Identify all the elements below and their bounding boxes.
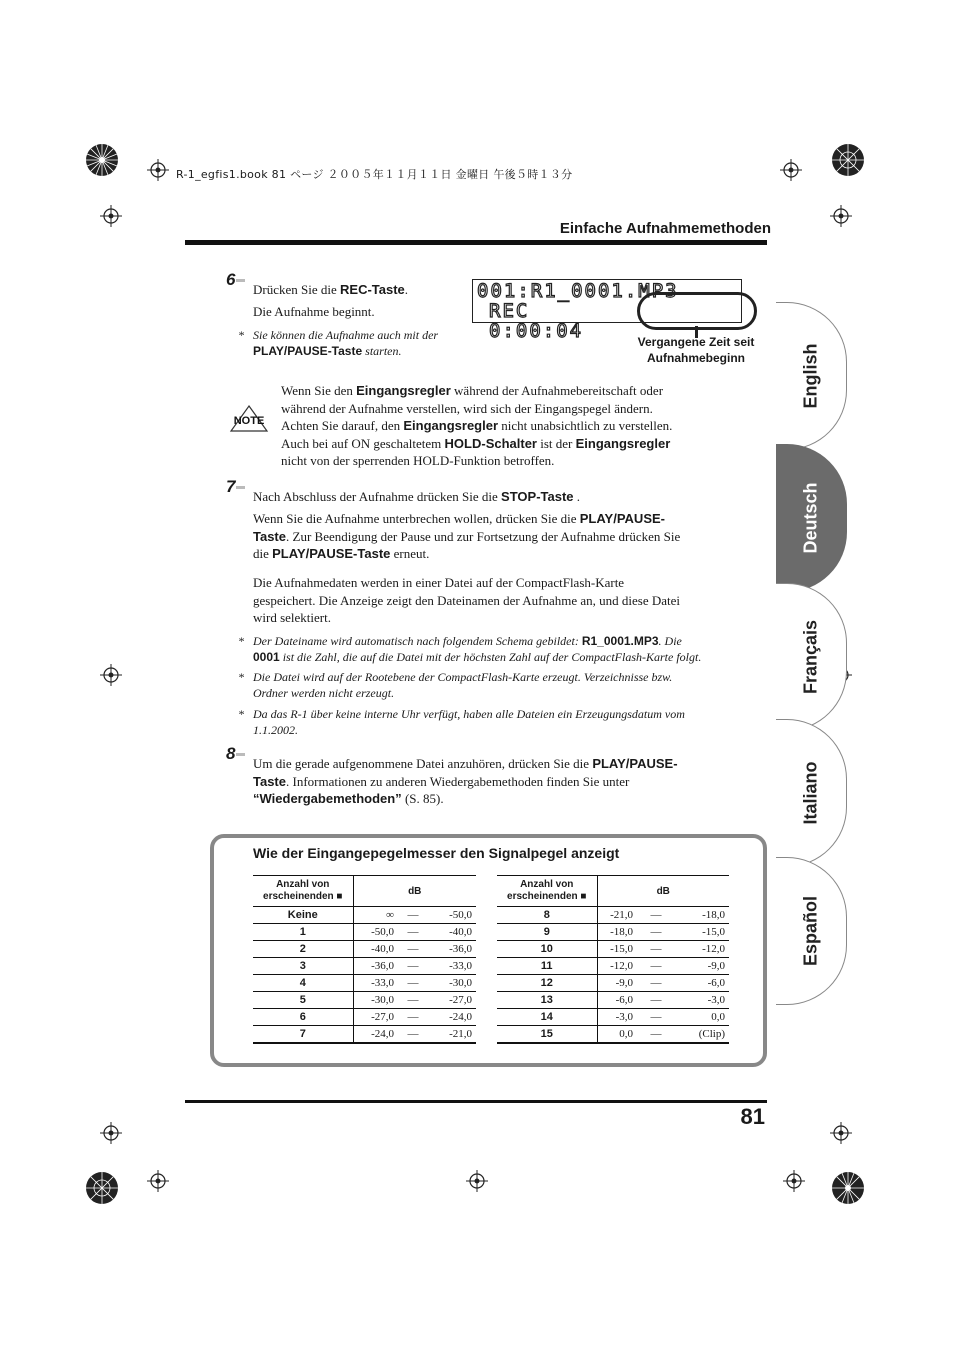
table-row xyxy=(497,958,729,975)
tab-label: Italiano xyxy=(800,761,821,825)
table-row xyxy=(253,907,476,924)
registration-star-icon xyxy=(831,1171,865,1205)
tab-espanol[interactable] xyxy=(776,857,847,1005)
meter-count-cell: 1 xyxy=(253,924,353,941)
crosshair-icon xyxy=(147,159,169,181)
meter-count-cell: 15 xyxy=(497,1026,597,1044)
db-from-cell: -6,0 xyxy=(597,992,637,1009)
note-icon-label: NOTE xyxy=(233,415,265,427)
column-header-count: Anzahl von erscheinenden ■ xyxy=(497,876,597,907)
crosshair-icon xyxy=(780,159,802,181)
meter-count-cell: 12 xyxy=(497,975,597,992)
crosshair-icon xyxy=(783,1170,805,1192)
dash-cell: — xyxy=(637,907,675,924)
table-row xyxy=(253,941,476,958)
rec-key-label: REC-Taste xyxy=(340,282,405,297)
db-from-cell: -40,0 xyxy=(353,941,398,958)
table-row xyxy=(497,1009,729,1026)
db-from-cell: -18,0 xyxy=(597,924,637,941)
db-to-cell: -15,0 xyxy=(675,924,729,941)
db-to-cell: -3,0 xyxy=(675,992,729,1009)
dash-cell: — xyxy=(637,975,675,992)
meter-count-cell: Keine xyxy=(253,907,353,924)
crosshair-icon xyxy=(147,1170,169,1192)
dash-cell: — xyxy=(398,1009,428,1026)
db-from-cell: -36,0 xyxy=(353,958,398,975)
db-to-cell: -9,0 xyxy=(675,958,729,975)
meter-count-cell: 2 xyxy=(253,941,353,958)
lcd-line2: REC0:00:04 xyxy=(489,300,584,342)
db-from-cell: -50,0 xyxy=(353,924,398,941)
dash-cell: — xyxy=(637,1009,675,1026)
db-to-cell: -6,0 xyxy=(675,975,729,992)
playback-link[interactable]: “Wiedergabemethoden” xyxy=(253,791,402,806)
db-from-cell: -27,0 xyxy=(353,1009,398,1026)
dash-cell: — xyxy=(398,924,428,941)
db-to-cell: -40,0 xyxy=(428,924,476,941)
tab-label: Deutsch xyxy=(800,482,821,554)
table-row xyxy=(253,1009,476,1026)
tab-italiano[interactable] xyxy=(776,719,847,867)
step6-line1: Drücken Sie die REC-Taste. xyxy=(253,282,409,297)
db-to-cell: -24,0 xyxy=(428,1009,476,1026)
table-row xyxy=(497,992,729,1009)
db-to-cell: -50,0 xyxy=(428,907,476,924)
tab-deutsch[interactable] xyxy=(776,444,847,592)
meter-count-cell: 8 xyxy=(497,907,597,924)
dash-cell: — xyxy=(398,958,428,975)
table-row xyxy=(497,924,729,941)
column-header-db: dB xyxy=(353,876,476,907)
step6-line2: Die Aufnahme beginnt. xyxy=(253,304,375,319)
dash-cell: — xyxy=(398,941,428,958)
meter-count-cell: 6 xyxy=(253,1009,353,1026)
step-number: 7 xyxy=(226,477,245,497)
db-to-cell: -12,0 xyxy=(675,941,729,958)
db-to-cell: -30,0 xyxy=(428,975,476,992)
db-from-cell: -9,0 xyxy=(597,975,637,992)
meter-count-cell: 7 xyxy=(253,1026,353,1044)
meter-count-cell: 14 xyxy=(497,1009,597,1026)
table-row xyxy=(497,1026,729,1044)
dash-cell: — xyxy=(398,1026,428,1044)
dash-cell: — xyxy=(637,941,675,958)
step8-para: Um die gerade aufgenommene Datei anzuhören, drücken Sie die PLAY/PAUSE- Taste. Informationen zu anderen Wiedergabemethoden finden Sie unter “Wiedergabemethoden” (S. 85). xyxy=(253,756,678,806)
tab-label: Français xyxy=(800,619,821,695)
step7-para1: Wenn Sie die Aufnahme unterbrechen wollen, drücken Sie die PLAY/PAUSE- Taste. Zur Beendigung der Pause und zur Fortsetzung der Aufnahme drücken Sie die PLAY/PAUSE-Taste erneut. xyxy=(253,511,681,561)
dash-cell: — xyxy=(398,907,428,924)
dash-cell: — xyxy=(637,992,675,1009)
step7-para2: Die Aufnahmedaten werden in einer Datei auf der CompactFlash-Karte gespeichert. Die Anzeige zeigt den Dateinamen der Aufnahme an, und diese Datei wird selektiert. xyxy=(253,575,681,625)
meter-count-cell: 3 xyxy=(253,958,353,975)
step-number: 6 xyxy=(226,270,245,290)
db-from-cell: 0,0 xyxy=(597,1026,637,1044)
db-from-cell: -24,0 xyxy=(353,1026,398,1044)
section-title: Einfache Aufnahmemethoden xyxy=(559,220,771,237)
registration-star-icon xyxy=(831,143,865,177)
note-icon xyxy=(228,404,270,434)
db-from-cell: -3,0 xyxy=(597,1009,637,1026)
table-row xyxy=(253,992,476,1009)
crosshair-icon xyxy=(100,1122,122,1144)
page-number: 81 xyxy=(740,1104,765,1129)
level-table-right xyxy=(497,875,729,1044)
db-to-cell: -21,0 xyxy=(428,1026,476,1044)
db-from-cell: -12,0 xyxy=(597,958,637,975)
crosshair-icon xyxy=(830,1122,852,1144)
crosshair-icon xyxy=(830,205,852,227)
table-row xyxy=(497,975,729,992)
db-from-cell: -30,0 xyxy=(353,992,398,1009)
table-row xyxy=(253,924,476,941)
lcd-line1: 001:R1_0001.MP3 xyxy=(477,280,679,302)
meter-count-cell: 11 xyxy=(497,958,597,975)
meter-count-cell: 13 xyxy=(497,992,597,1009)
table-row xyxy=(253,958,476,975)
db-to-cell: -27,0 xyxy=(428,992,476,1009)
dash-cell: — xyxy=(637,924,675,941)
dash-cell: — xyxy=(637,958,675,975)
level-table-left xyxy=(253,875,476,1044)
dash-cell: — xyxy=(398,992,428,1009)
header-rule xyxy=(185,240,767,245)
table-row xyxy=(253,1026,476,1044)
dash-cell: — xyxy=(398,975,428,992)
crosshair-icon xyxy=(100,205,122,227)
table-row xyxy=(253,975,476,992)
step7-line1: Nach Abschluss der Aufnahme drücken Sie die STOP-Taste . xyxy=(253,489,581,504)
tab-label: Español xyxy=(800,895,821,967)
box-title: Wie der Eingangepegelmesser den Signalpegel anzeigt xyxy=(253,845,620,861)
crosshair-icon xyxy=(466,1170,488,1192)
crosshair-icon xyxy=(100,664,122,686)
db-from-cell: -21,0 xyxy=(597,907,637,924)
meter-count-cell: 10 xyxy=(497,941,597,958)
tab-english[interactable] xyxy=(776,302,847,450)
column-header-count: Anzahl von erscheinenden ■ xyxy=(253,876,353,907)
step-number: 8 xyxy=(226,744,245,764)
lcd-caption: Vergangene Zeit seit Aufnahmebeginn xyxy=(637,335,755,365)
db-to-cell: (Clip) xyxy=(675,1026,729,1044)
step7-footnote-1: * Der Dateiname wird automatisch nach folgendem Schema gebildet: R1_0001.MP3. Die 0001 ist die Zahl, die auf die Datei mit der höchsten Zahl auf der CompactFlash-Karte folgt. xyxy=(238,634,702,664)
dash-cell: — xyxy=(637,1026,675,1044)
column-header-db: dB xyxy=(597,876,729,907)
note-text: Wenn Sie den Eingangsregler während der Aufnahmebereitschaft oder während der Aufnahme verstellen, wird sich der Eingangspegel ändern. Achten Sie darauf, den Eingangsregler nicht unabsichtlich zu verstellen. Auch bei auf ON geschaltetem HOLD-Schalter ist der Eingangsregler nicht von der sperrenden HOLD-Funktion betroffen. xyxy=(281,383,673,468)
registration-star-icon xyxy=(85,143,119,177)
db-to-cell: -18,0 xyxy=(675,907,729,924)
step7-footnote-2: * Die Datei wird auf der Rootebene der CompactFlash-Karte erzeugt. Verzeichnisse bzw. Ordner werden nicht erzeugt. xyxy=(238,670,673,700)
meter-count-cell: 9 xyxy=(497,924,597,941)
table-row xyxy=(497,907,729,924)
step7-footnote-3: * Da das R-1 über keine interne Uhr verfügt, haben alle Dateien ein Erzeugungsdatum vom 1.1.2002. xyxy=(238,707,685,737)
meter-count-cell: 4 xyxy=(253,975,353,992)
db-to-cell: -33,0 xyxy=(428,958,476,975)
print-header: R-1_egfis1.book 81 ページ ２００５年１１月１１日 金曜日 午後５時１３分 xyxy=(176,168,573,181)
tab-label: English xyxy=(800,343,821,409)
lcd-time-highlight xyxy=(637,292,757,330)
db-from-cell: -33,0 xyxy=(353,975,398,992)
db-to-cell: 0,0 xyxy=(675,1009,729,1026)
db-from-cell: ∞ xyxy=(353,907,398,924)
meter-count-cell: 5 xyxy=(253,992,353,1009)
footer-rule xyxy=(185,1100,767,1103)
step6-footnote: * Sie können die Aufnahme auch mit der PLAY/PAUSE-Taste starten. xyxy=(238,328,439,358)
table-row xyxy=(497,941,729,958)
db-to-cell: -36,0 xyxy=(428,941,476,958)
db-from-cell: -15,0 xyxy=(597,941,637,958)
registration-star-icon xyxy=(85,1171,119,1205)
tab-francais[interactable] xyxy=(776,583,847,731)
